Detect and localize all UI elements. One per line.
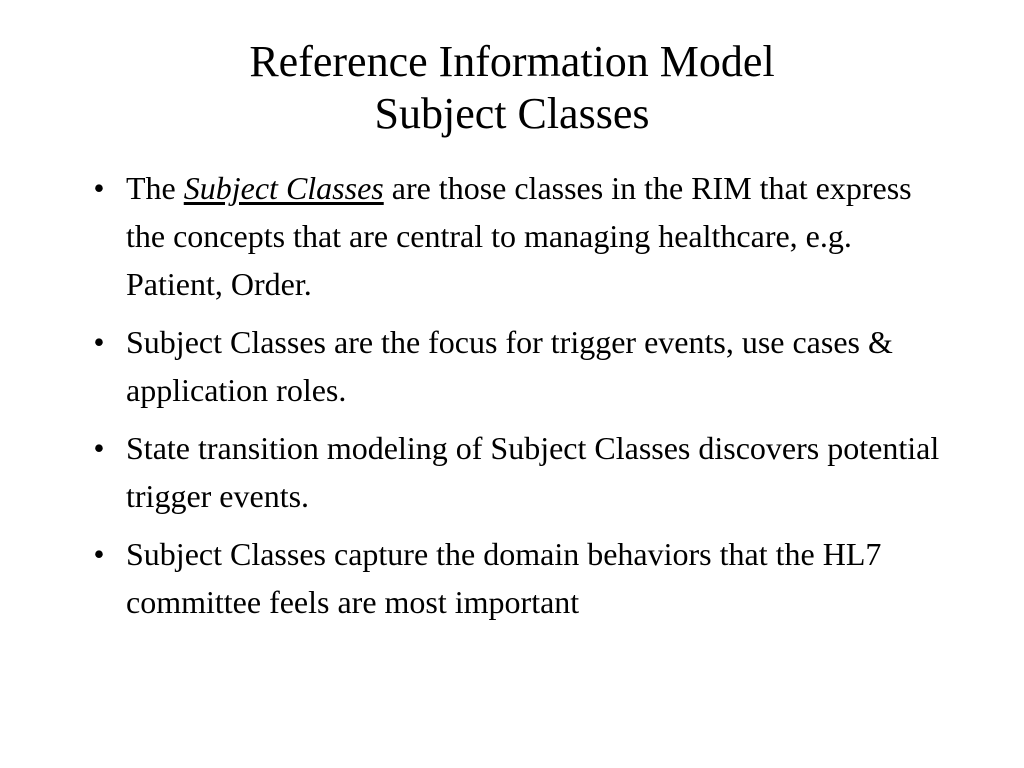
bullet-icon: • [93,536,105,572]
bullet-item-state-transition [84,424,944,520]
subject-classes-term: Subject Classes [183,170,384,206]
bullet-item-domain-behaviors [84,530,944,626]
title-line-2: Subject Classes [374,89,650,138]
bullet-icon: • [93,170,105,206]
bullet-item-subject-classes-definition [84,164,944,308]
bullet-list [84,164,944,636]
bullet-item-trigger-focus [84,318,944,414]
bullet-icon: • [93,430,105,466]
bullet-text: State transition modeling of Subject Classes discovers potential trigger events. [126,430,940,514]
bullet-lead-text: The [126,170,184,206]
bullet-text: Subject Classes are the focus for trigger events, use cases & application roles. [126,324,893,408]
bullet-icon: • [93,324,105,360]
bullet-tail-text: are those classes in the RIM that express the concepts that are central to managing healthcare, e.g. Patient, Order. [126,170,912,302]
slide-title [0,36,1024,140]
bullet-text: Subject Classes capture the domain behaviors that the HL7 committee feels are most important [126,536,882,620]
title-line-1: Reference Information Model [249,37,775,86]
